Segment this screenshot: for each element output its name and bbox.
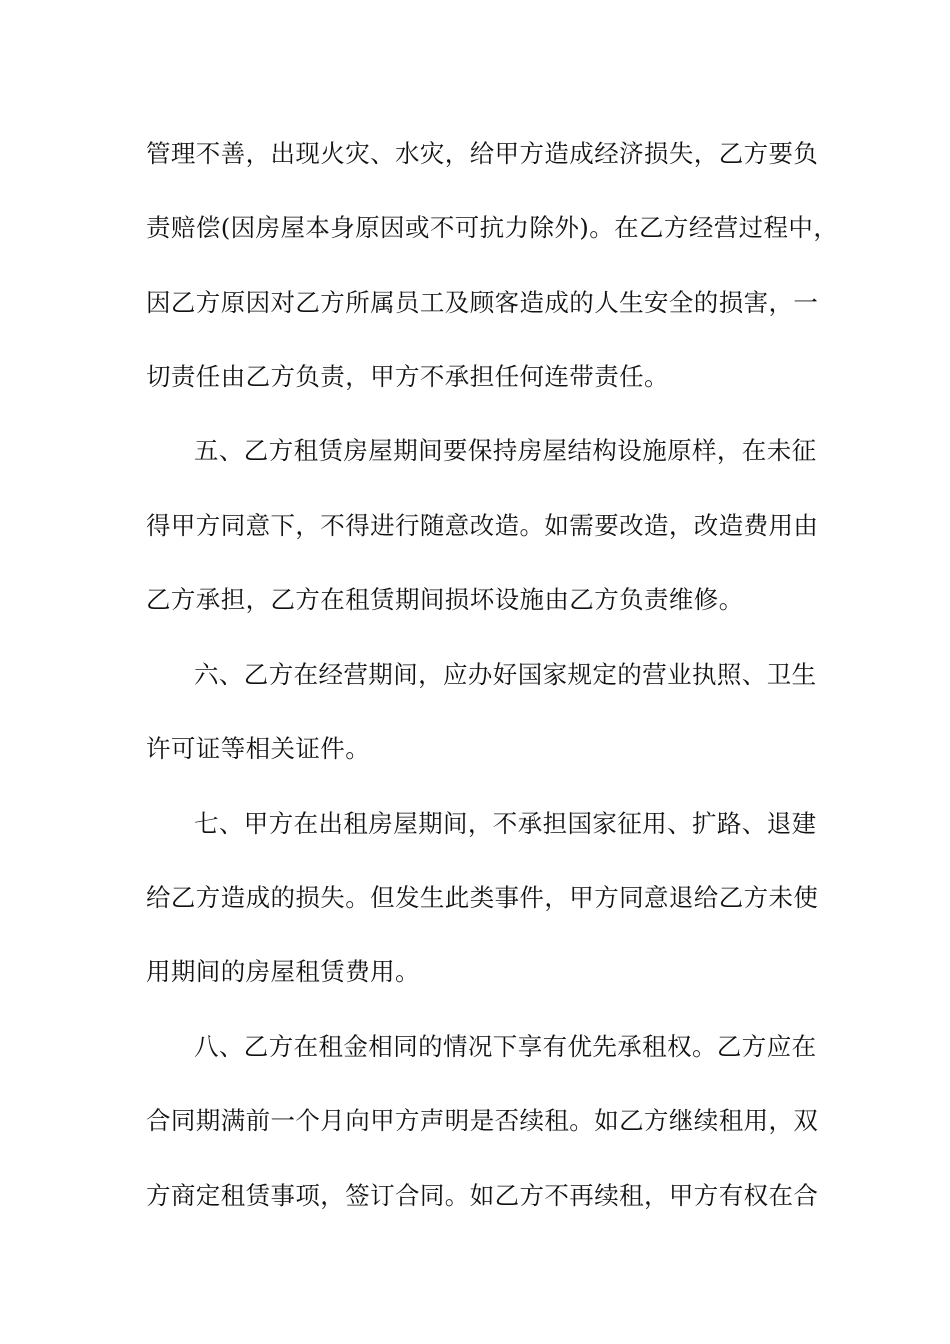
text-line: 责赔偿(因房屋本身原因或不可抗力除外)。在乙方经营过程中， <box>146 213 839 242</box>
clause-seven-heading-line: 七、甲方在出租房屋期间，不承担国家征用、扩路、退建 <box>194 809 817 838</box>
text-line: 用期间的房屋租赁费用。 <box>146 957 420 986</box>
text-line: 给乙方造成的损失。但发生此类事件，甲方同意退给乙方未使 <box>146 883 819 912</box>
text-line: 方商定租赁事项，签订合同。如乙方不再续租，甲方有权在合 <box>146 1181 819 1210</box>
text-line: 因乙方原因对乙方所属员工及顾客造成的人生安全的损害，一 <box>146 288 819 317</box>
text-line: 乙方承担，乙方在租赁期间损坏设施由乙方负责维修。 <box>146 585 744 614</box>
clause-six-heading-line: 六、乙方在经营期间，应办好国家规定的营业执照、卫生 <box>194 660 817 689</box>
clause-eight-heading-line: 八、乙方在租金相同的情况下享有优先承租权。乙方应在 <box>194 1032 817 1061</box>
text-line: 许可证等相关证件。 <box>146 734 371 763</box>
text-line: 切责任由乙方负责，甲方不承担任何连带责任。 <box>146 362 669 391</box>
text-line: 管理不善，出现火灾、水灾，给甲方造成经济损失，乙方要负 <box>146 139 819 168</box>
text-line: 合同期满前一个月向甲方声明是否续租。如乙方继续租用，双 <box>146 1106 819 1135</box>
text-line: 得甲方同意下，不得进行随意改造。如需要改造，改造费用由 <box>146 511 819 540</box>
clause-five-heading-line: 五、乙方租赁房屋期间要保持房屋结构设施原样，在未征 <box>194 436 817 465</box>
